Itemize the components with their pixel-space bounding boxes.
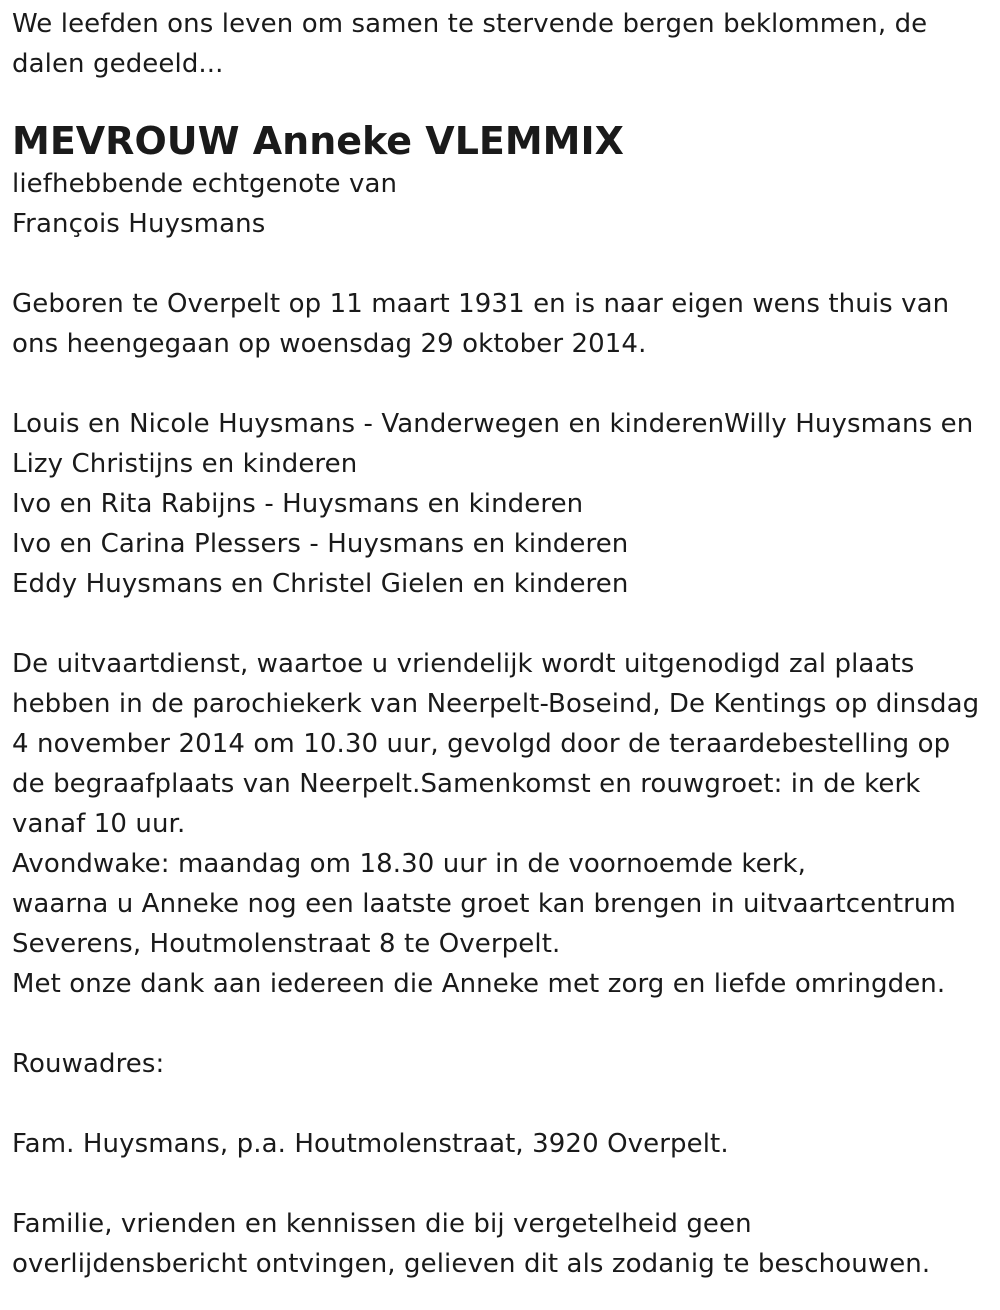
funeral-line: De uitvaartdienst, waartoe u vriendelijk wordt uitgenodigd zal plaats bbox=[12, 649, 915, 679]
address-label: Rouwadres: bbox=[12, 1049, 165, 1079]
family-line: Lizy Christijns en kinderen bbox=[12, 449, 358, 479]
spacer bbox=[12, 1084, 988, 1124]
epigraph-line: dalen gedeeld... bbox=[12, 49, 224, 79]
family-line: Ivo en Carina Plessers - Huysmans en kinderen bbox=[12, 529, 629, 559]
closing-notice bbox=[12, 1204, 988, 1284]
spacer bbox=[12, 244, 988, 284]
deceased-name: MEVROUW Anneke VLEMMIX bbox=[12, 119, 624, 163]
funeral-line: hebben in de parochiekerk van Neerpelt-Boseind, De Kentings op dinsdag bbox=[12, 689, 980, 719]
spacer bbox=[12, 364, 988, 404]
funeral-line: Met onze dank aan iedereen die Anneke met zorg en liefde omringden. bbox=[12, 969, 946, 999]
family-list bbox=[12, 404, 988, 604]
funeral-line: 4 november 2014 om 10.30 uur, gevolgd door de teraardebestelling op bbox=[12, 729, 951, 759]
funeral-line: vanaf 10 uur. bbox=[12, 809, 186, 839]
funeral-line: Severens, Houtmolenstraat 8 te Overpelt. bbox=[12, 929, 561, 959]
epigraph bbox=[12, 4, 988, 84]
family-line: Louis en Nicole Huysmans - Vanderwegen en kinderenWilly Huysmans en bbox=[12, 409, 974, 439]
birth-death-line: ons heengegaan op woensdag 29 oktober 2014. bbox=[12, 329, 647, 359]
notice-line: Familie, vrienden en kennissen die bij vergetelheid geen bbox=[12, 1209, 752, 1239]
birth-death-line: Geboren te Overpelt op 11 maart 1931 en is naar eigen wens thuis van bbox=[12, 289, 950, 319]
funeral-line: waarna u Anneke nog een laatste groet kan brengen in uitvaartcentrum bbox=[12, 889, 956, 919]
epigraph-line: We leefden ons leven om samen te stervende bergen beklommen, de bbox=[12, 9, 928, 39]
spacer bbox=[12, 604, 988, 644]
family-line: Ivo en Rita Rabijns - Huysmans en kinderen bbox=[12, 489, 584, 519]
spouse-line: François Huysmans bbox=[12, 209, 266, 239]
spouse-line: liefhebbende echtgenote van bbox=[12, 169, 398, 199]
funeral-line: Avondwake: maandag om 18.30 uur in de voornoemde kerk, bbox=[12, 849, 807, 879]
family-line: Eddy Huysmans en Christel Gielen en kinderen bbox=[12, 569, 629, 599]
funeral-info bbox=[12, 644, 988, 1004]
funeral-line: de begraafplaats van Neerpelt.Samenkomst en rouwgroet: in de kerk bbox=[12, 769, 921, 799]
birth-death-info bbox=[12, 284, 988, 364]
mourning-address: Fam. Huysmans, p.a. Houtmolenstraat, 3920 Overpelt. bbox=[12, 1129, 729, 1159]
spacer bbox=[12, 1164, 988, 1204]
spacer bbox=[12, 1004, 988, 1044]
spouse-info bbox=[12, 164, 988, 244]
notice-line: overlijdensbericht ontvingen, gelieven dit als zodanig te beschouwen. bbox=[12, 1249, 931, 1279]
